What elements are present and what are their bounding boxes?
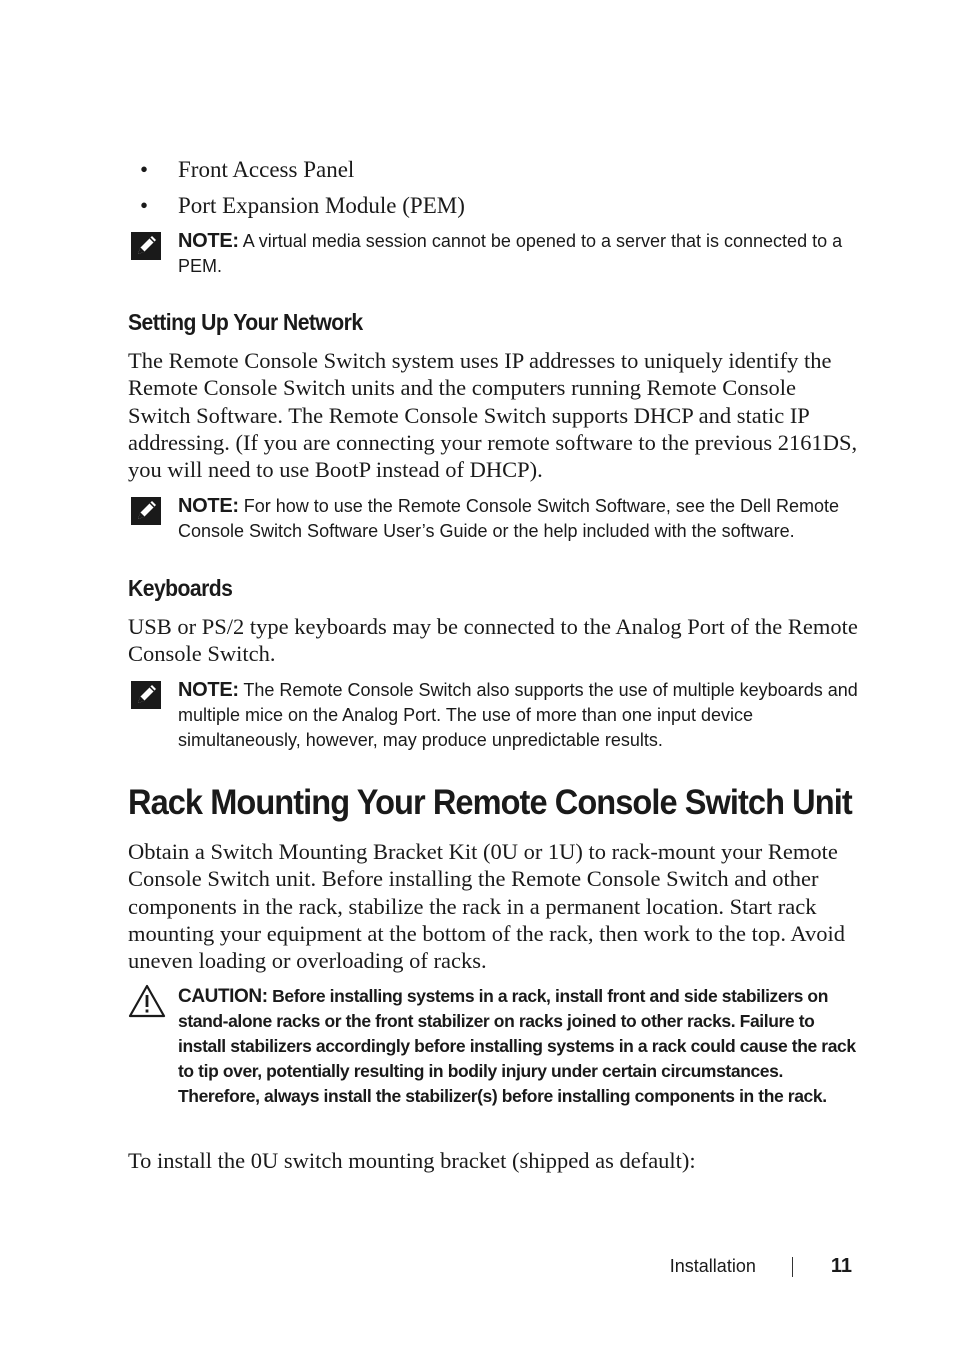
note-text: The Remote Console Switch also supports the use of multiple keyboards and multiple mice on the Analog Port. The use of more than one input device simultaneously, however, may produce unpredictable results. bbox=[178, 680, 858, 750]
pencil-note-icon bbox=[130, 231, 162, 261]
section-title-network: Setting Up Your Network bbox=[128, 309, 363, 335]
list-item: • Front Access Panel bbox=[140, 157, 355, 182]
keyboards-paragraph: USB or PS/2 type keyboards may be connected to the Analog Port of the Remote Console Switch. bbox=[128, 614, 858, 667]
caution-text: Before installing systems in a rack, install front and side stabilizers on stand-alone racks or the front stabilizer on racks joined to other racks. Failure to install stabilizers accordingly before installing systems in a rack could cause the rack to tip over, potentially resulting in bodily injury under certain circumstances. Therefore, always install the stabilizer(s) before installing components in the rack. bbox=[178, 986, 856, 1106]
warning-triangle-icon bbox=[128, 984, 166, 1018]
footer-divider bbox=[792, 1257, 793, 1277]
note-software bbox=[130, 494, 860, 544]
note-label: NOTE: bbox=[178, 230, 239, 252]
page-number: 11 bbox=[830, 1255, 852, 1277]
footer-section: Installation bbox=[669, 1256, 756, 1276]
note-text: For how to use the Remote Console Switch Software, see the Dell Remote Console Switch Software User’s Guide or the help included with the software. bbox=[178, 496, 840, 541]
network-paragraph: The Remote Console Switch system uses IP addresses to uniquely identify the Remote Console Switch units and the computers running Remote Console Switch Software. The Remote Console Switch supports DHCP and static IP addressing. (If you are connecting your remote software to the previous 2161DS, you will need to use BootP instead of DHCP). bbox=[128, 348, 858, 483]
bullet-list bbox=[140, 152, 465, 224]
note-pem bbox=[130, 229, 860, 279]
caution-label: CAUTION: bbox=[178, 986, 268, 1007]
pencil-note-icon bbox=[130, 680, 162, 710]
pencil-note-icon bbox=[130, 496, 162, 526]
note-text: A virtual media session cannot be opened to a server that is connected to a PEM. bbox=[178, 231, 843, 276]
install-intro: To install the 0U switch mounting bracket (shipped as default): bbox=[128, 1148, 696, 1173]
note-keyboards bbox=[130, 678, 860, 753]
note-label: NOTE: bbox=[178, 495, 239, 517]
page-footer bbox=[670, 1255, 852, 1278]
section-title-keyboards: Keyboards bbox=[128, 575, 233, 601]
list-item: • Port Expansion Module (PEM) bbox=[140, 193, 465, 218]
chapter-title: Rack Mounting Your Remote Console Switch Unit bbox=[128, 783, 852, 822]
rack-paragraph: Obtain a Switch Mounting Bracket Kit (0U or 1U) to rack-mount your Remote Console Switch unit. Before installing the Remote Console Switch and other components in the rack, stabilize the rack in a permanent location. Start rack mounting your equipment at the bottom of the rack, then work to the top. Avoid uneven loading or overloading of racks. bbox=[128, 839, 845, 974]
caution-block bbox=[128, 984, 863, 1109]
note-label: NOTE: bbox=[178, 679, 239, 701]
